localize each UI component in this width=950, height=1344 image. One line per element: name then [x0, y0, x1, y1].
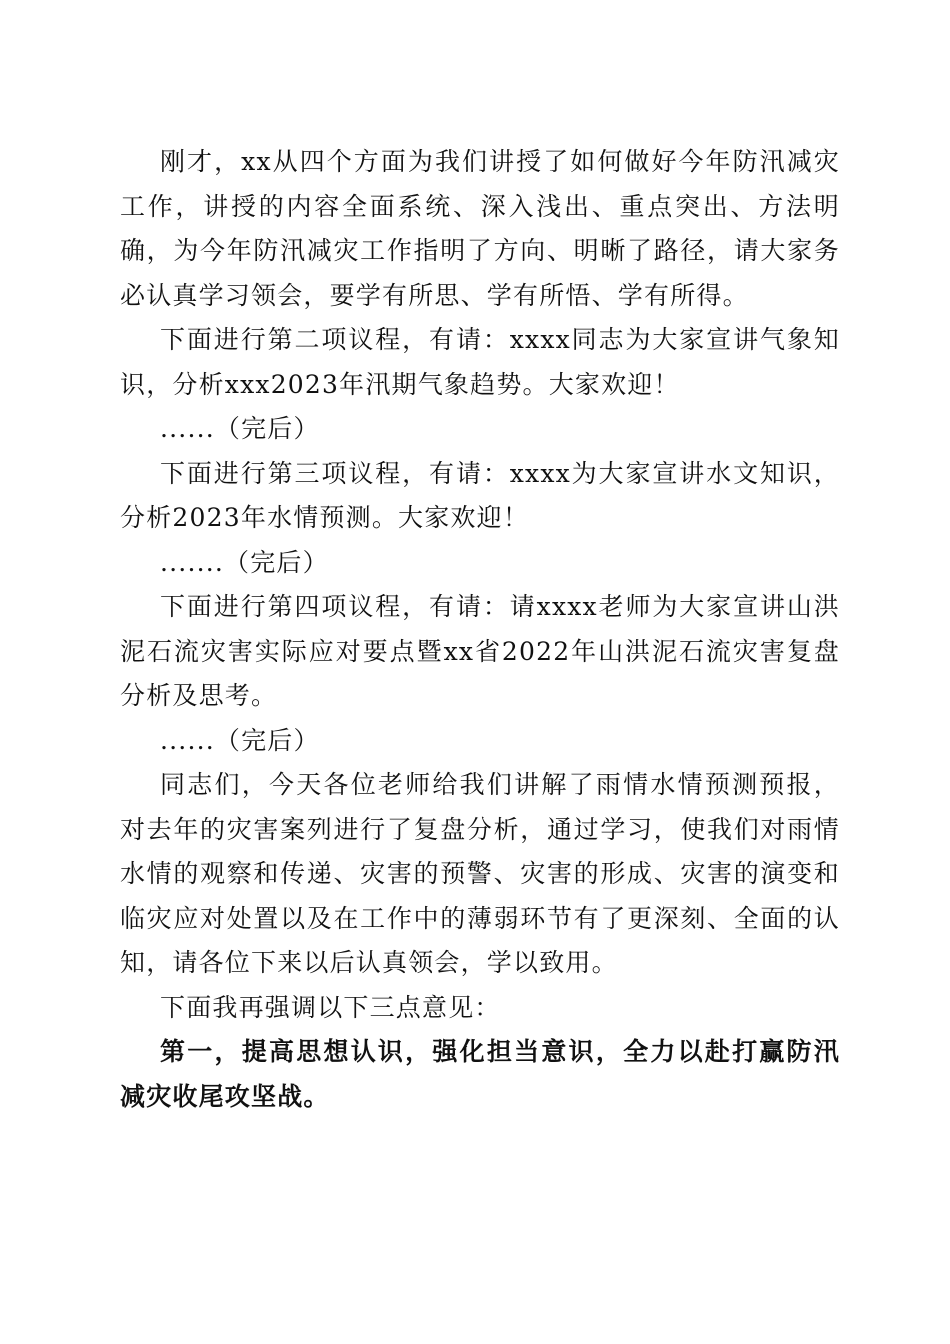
paragraph-point-one: 第一，提高思想认识，强化担当意识，全力以赴打赢防汛减灾收尾攻坚战。 — [120, 1037, 840, 1111]
paragraph-agenda-3-end: .......（完后） — [160, 547, 329, 577]
paragraph-agenda-2: 下面进行第二项议程，有请：xxxx同志为大家宣讲气象知识，分析xxx2023年汛期气象趋势。大家欢迎！ — [120, 325, 840, 399]
paragraph-agenda-4: 下面进行第四项议程，有请：请xxxx老师为大家宣讲山洪泥石流灾害实际应对要点暨xx省2022年山洪泥石流灾害复盘分析及思考。 — [120, 592, 840, 710]
paragraph-opening: 刚才，xx从四个方面为我们讲授了如何做好今年防汛减灾工作，讲授的内容全面系统、深入浅出、重点突出、方法明确，为今年防汛减灾工作指明了方向、明晰了路径，请大家务必认真学习领会，要学有所思、学有所悟、学有所得。 — [120, 147, 840, 310]
paragraph-agenda-3: 下面进行第三项议程，有请：xxxx为大家宣讲水文知识，分析2023年水情预测。大家欢迎！ — [120, 458, 840, 532]
paragraph-summary: 同志们，今天各位老师给我们讲解了雨情水情预测预报，对去年的灾害案列进行了复盘分析，通过学习，使我们对雨情水情的观察和传递、灾害的预警、灾害的形成、灾害的演变和临灾应对处置以及在工作中的薄弱环节有了更深刻、全面的认知，请各位下来以后认真领会，学以致用。 — [120, 770, 840, 977]
paragraph-three-points-intro: 下面我再强调以下三点意见： — [160, 992, 501, 1022]
paragraph-agenda-2-end: ......（完后） — [160, 414, 320, 443]
paragraph-agenda-4-end: ......（完后） — [160, 725, 320, 755]
document-page — [120, 140, 840, 1119]
